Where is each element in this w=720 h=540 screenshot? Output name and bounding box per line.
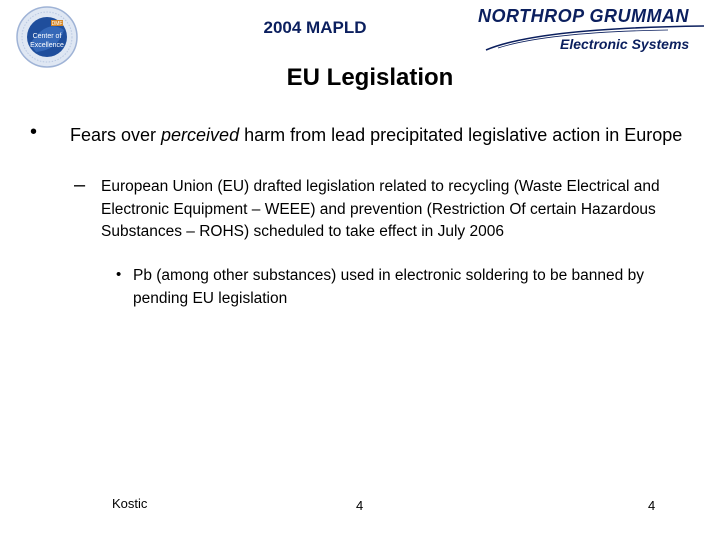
bullet-l3-text: Pb (among other substances) used in electronic soldering to be banned by pending EU legislation bbox=[133, 267, 644, 307]
company-name: NORTHROP GRUMMAN bbox=[478, 6, 689, 26]
bullet-l2-text: European Union (EU) drafted legislation related to recycling (Waste Electrical and Electronic Equipment – WEEE) and prevention (Restriction Of certain Hazardous Substances – ROHS) scheduled to take effect in July 2006 bbox=[101, 178, 660, 240]
footer-page-number-center: 4 bbox=[356, 498, 364, 513]
center-of-excellence-logo bbox=[16, 6, 78, 68]
bullet-l1-emphasis: perceived bbox=[161, 125, 240, 145]
bullet-l1-text bbox=[70, 123, 690, 147]
company-subtitle: Electronic Systems bbox=[560, 36, 690, 52]
northrop-grumman-logo bbox=[468, 6, 708, 56]
bullet-l3-marker: • bbox=[116, 266, 122, 283]
bullet-l1-text-after: harm from lead precipitated legislative action in Europe bbox=[239, 125, 683, 145]
bullet-l2-marker: – bbox=[74, 174, 86, 196]
footer-page-number-right: 4 bbox=[648, 498, 656, 513]
coe-badge-text: DMF bbox=[51, 21, 63, 27]
bullet-l1-marker: • bbox=[30, 121, 38, 143]
bullet-l1-text-before: Fears over bbox=[70, 125, 162, 145]
coe-line1: Center of bbox=[32, 33, 62, 40]
footer-author: Kostic bbox=[112, 496, 148, 511]
slide-title: EU Legislation bbox=[286, 64, 454, 91]
center-of-excellence-seal-icon bbox=[16, 6, 78, 68]
conference-title: 2004 MAPLD bbox=[263, 18, 367, 37]
coe-line2: Excellence bbox=[30, 42, 64, 49]
